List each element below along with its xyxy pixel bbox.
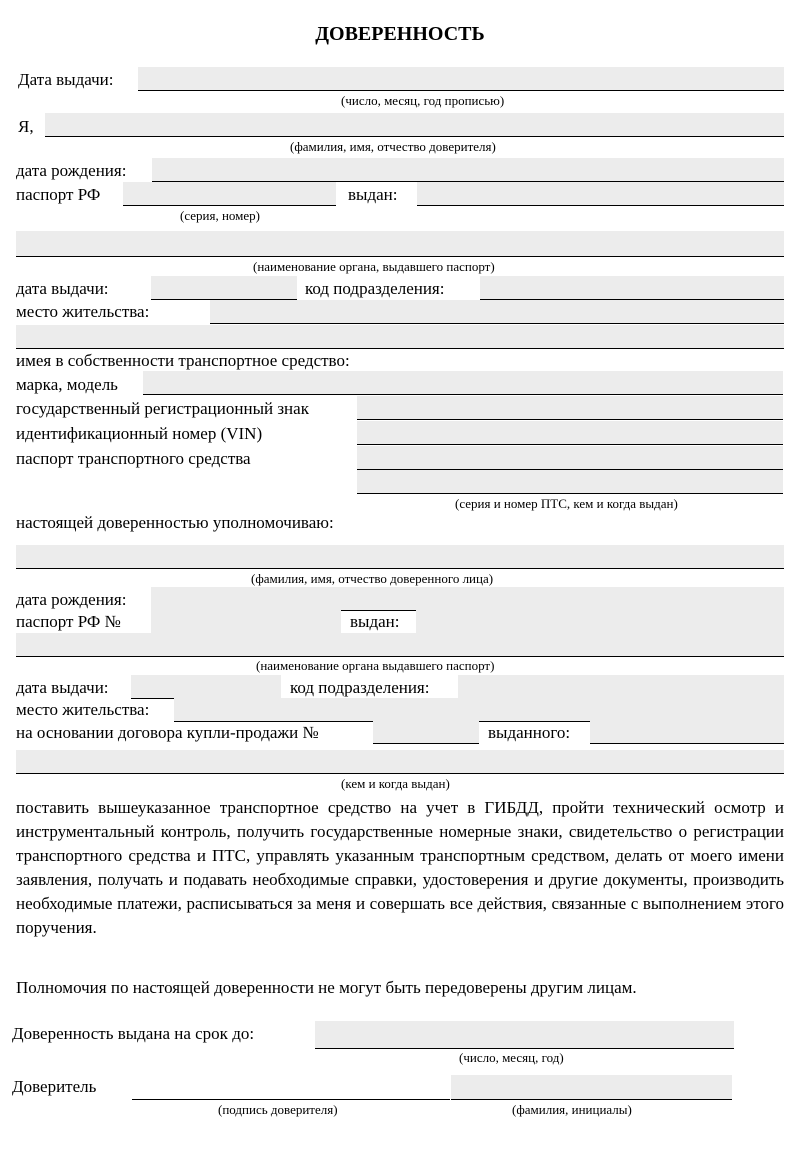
- grantor-birth-date-field[interactable]: [152, 158, 784, 182]
- signature-hint: (подпись доверителя): [218, 1102, 338, 1117]
- vin-field[interactable]: [357, 421, 783, 445]
- grantor-signature-field[interactable]: [132, 1099, 450, 1100]
- grantor-residence-field[interactable]: [210, 300, 784, 324]
- issue-date-hint: (число, месяц, год прописью): [341, 93, 505, 108]
- grantor-passport-issue-date-label: дата выдачи:: [16, 279, 109, 298]
- grantor-issued-by-label: выдан:: [348, 185, 398, 204]
- attorney-passport-authority-field[interactable]: [16, 633, 784, 657]
- grantor-passport-number-field[interactable]: [123, 182, 336, 206]
- grantor-name-field[interactable]: [45, 113, 784, 137]
- contract-issued-label: выданного:: [488, 723, 571, 742]
- attorney-passport-issue-date-field[interactable]: [131, 675, 281, 699]
- contract-number-field[interactable]: [373, 720, 479, 744]
- grantor-name-hint: (фамилия, имя, отчество доверителя): [290, 139, 496, 154]
- document-title: ДОВЕРЕННОСТЬ: [315, 23, 485, 45]
- make-model-field[interactable]: [143, 371, 783, 395]
- powers-paragraph: поставить вышеуказанное транспортное средство на учет в ГИБДД, пройти технический осмотр и инструментальный контроль, получить государственные номерные знаки, свидетельство о регистрации транспортного средства и ПТС, управлять указанным транспортным средством, делать от моего имени заявления, получать и подавать необходимые справки, удостоверения и другие документы, производить необходимые платежи, расписываться за меня и совершать все действия, связанные с выполнением этого поручения.: [16, 798, 784, 937]
- grantor-signature-label: Доверитель: [12, 1077, 97, 1096]
- grantor-passport-issue-date-field[interactable]: [151, 276, 297, 300]
- pts-hint: (серия и номер ПТС, кем и когда выдан): [455, 496, 678, 511]
- grantor-authority-hint: (наименование органа, выдавшего паспорт): [253, 259, 495, 274]
- i-label: Я,: [18, 117, 34, 136]
- grantor-birth-date-label: дата рождения:: [16, 161, 127, 180]
- grantor-residence-field-2[interactable]: [16, 325, 784, 349]
- grantor-subdivision-code-label: код подразделения:: [305, 279, 445, 298]
- validity-label: Доверенность выдана на срок до:: [12, 1024, 255, 1043]
- no-transfer-statement: Полномочия по настоящей доверенности не могут быть передоверены другим лицам.: [16, 978, 637, 997]
- reg-plate-field[interactable]: [357, 396, 783, 420]
- attorney-name-field[interactable]: [16, 545, 784, 569]
- validity-date-field[interactable]: [315, 1021, 734, 1049]
- grantor-passport-authority-field[interactable]: [16, 231, 784, 257]
- contract-issued-field[interactable]: [590, 720, 784, 744]
- vin-label: идентификационный номер (VIN): [16, 424, 263, 443]
- grantor-residence-label: место жительства:: [16, 302, 150, 321]
- grantor-initials-field[interactable]: [451, 1075, 732, 1100]
- attorney-passport-label: паспорт РФ №: [16, 612, 121, 631]
- attorney-authority-hint: (наименование органа выдавшего паспорт): [256, 658, 495, 673]
- contract-issuer-field[interactable]: [16, 750, 784, 774]
- grantor-issued-by-field[interactable]: [417, 182, 784, 206]
- pts-field-2[interactable]: [357, 470, 783, 494]
- name-initials-hint: (фамилия, инициалы): [512, 1102, 632, 1117]
- attorney-passport-issue-date-label: дата выдачи:: [16, 678, 109, 697]
- grantor-passport-label: паспорт РФ: [16, 185, 101, 204]
- reg-plate-label: государственный регистрационный знак: [16, 399, 309, 418]
- grantor-series-number-hint: (серия, номер): [180, 208, 260, 223]
- grantor-subdivision-code-field[interactable]: [480, 276, 784, 300]
- authorize-label: настоящей доверенностью уполномочиваю:: [16, 513, 334, 532]
- attorney-residence-field[interactable]: [174, 698, 784, 722]
- make-model-label: марка, модель: [16, 375, 118, 394]
- attorney-passport-number-field[interactable]: [151, 610, 341, 634]
- vehicle-owning-label: имея в собственности транспортное средство:: [16, 351, 350, 370]
- issue-date-field[interactable]: [138, 67, 784, 91]
- attorney-subdivision-code-field[interactable]: [458, 675, 784, 699]
- validity-hint: (число, месяц, год): [459, 1050, 564, 1065]
- issue-date-label: Дата выдачи:: [18, 70, 114, 89]
- pts-field[interactable]: [357, 446, 783, 470]
- pts-label: паспорт транспортного средства: [16, 449, 251, 468]
- contract-basis-label: на основании договора купли-продажи №: [16, 723, 319, 742]
- attorney-birth-date-label: дата рождения:: [16, 590, 127, 609]
- attorney-residence-label: место жительства:: [16, 700, 150, 719]
- attorney-subdivision-code-label: код подразделения:: [290, 678, 430, 697]
- attorney-issued-by-label: выдан:: [350, 612, 400, 631]
- contract-issuer-hint: (кем и когда выдан): [341, 776, 450, 791]
- attorney-birth-date-field[interactable]: [151, 587, 784, 611]
- attorney-name-hint: (фамилия, имя, отчество доверенного лица): [251, 571, 494, 586]
- attorney-issued-by-field[interactable]: [416, 610, 784, 634]
